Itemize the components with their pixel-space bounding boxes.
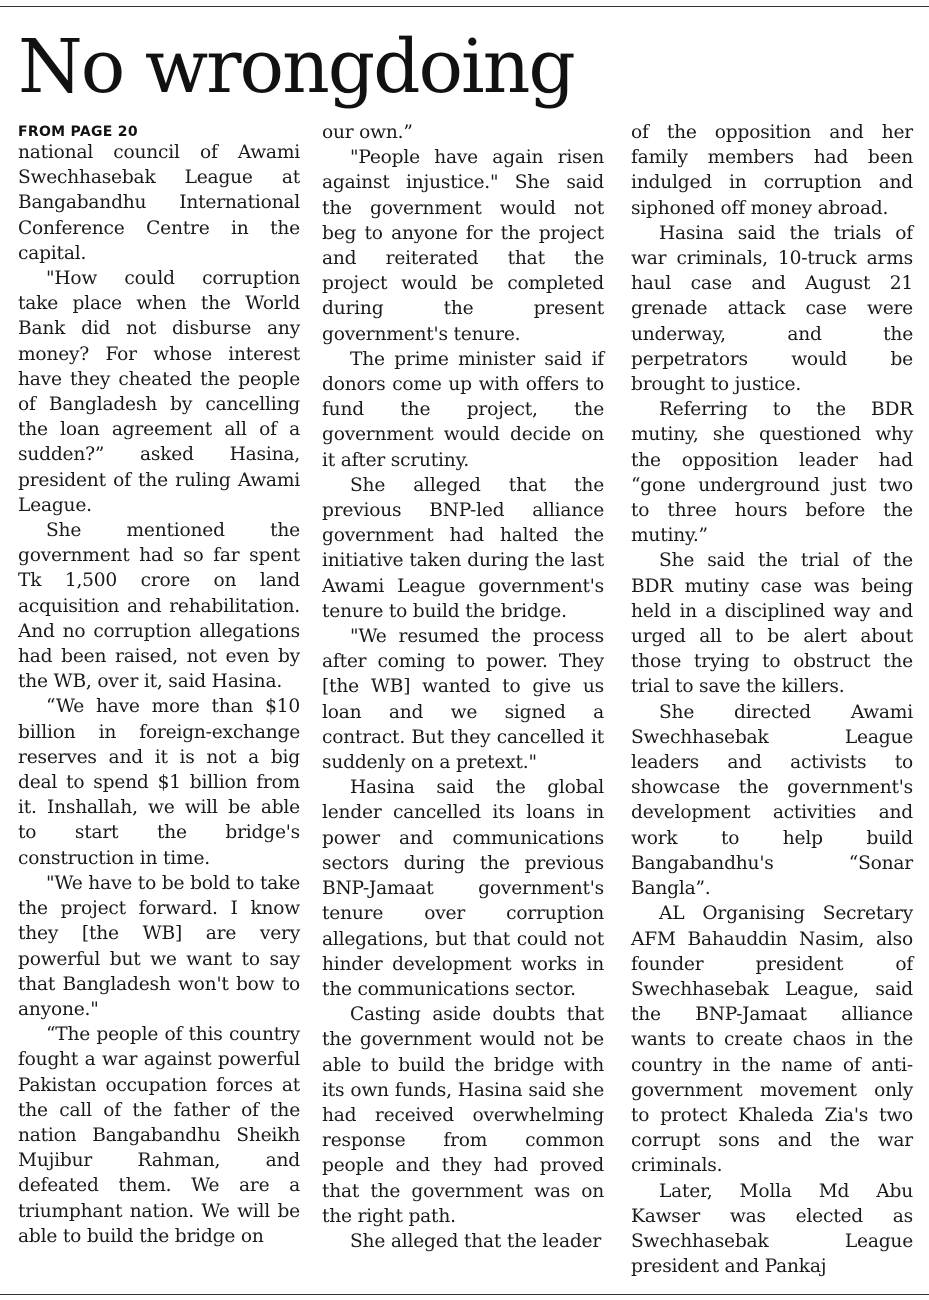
paragraph: our own.”: [322, 122, 413, 143]
paragraph: “The people of this country fought a war against powerful Pakistan occupation forces at the call of the father of the nation Bangabandhu Sheikh Mujibur Rahman, and defeated them. We are a triumphant nation. We will be able to build the bridge on: [18, 1024, 300, 1247]
paragraph: Hasina said the trials of war criminals, 10-truck arms haul case and August 21 grenade attack case were underway, and the perpetrators would be brought to justice.: [631, 222, 913, 396]
paragraph: “We have more than $10 billion in foreign-exchange reserves and it is not a big deal to spend $1 billion from it. Inshallah, we will be able to start the bridge's construction in time.: [18, 696, 300, 869]
paragraph: of the opposition and her family members had been indulged in corruption and siphoned off money abroad.: [631, 122, 913, 219]
paragraph: Later, Molla Md Abu Kawser was elected as Swechhasebak League president and Pankaj: [631, 1180, 913, 1278]
top-rule: [0, 6, 929, 7]
paragraph: Referring to the BDR mutiny, she questioned why the opposition leader had “gone underground just two to three hours before the mutiny.”: [631, 399, 913, 547]
paragraph: The prime minister said if donors come up with offers to fund the project, the government would decide on it after scrutiny.: [322, 348, 604, 471]
paragraph: Casting aside doubts that the government would not be able to build the bridge with its own funds, Hasina said she had received overwhelming response from common people and they had proved that the government was on the right path.: [322, 1004, 604, 1227]
paragraph: Hasina said the global lender cancelled its loans in power and communications sectors during the previous BNP-Jamaat government's tenure over corruption allegations, but that could not hinder development works in the communications sector.: [322, 777, 604, 1000]
paragraph: AL Organising Secretary AFM Bahauddin Nasim, also founder president of Swechhasebak League, said the BNP-Jamaat alliance wants to create chaos in the country in the name of anti-government movement only to protect Khaleda Zia's two corrupt sons and the war criminals.: [631, 903, 913, 1177]
article-column-2: [322, 120, 604, 1254]
paragraph: She directed Awami Swechhasebak League leaders and activists to showcase the government's development activities and work to help build Bangabandhu's “Sonar Bangla”.: [631, 701, 913, 900]
paragraph: She alleged that the previous BNP-led alliance government had halted the initiative taken during the last Awami League government's tenure to build the bridge.: [322, 474, 604, 622]
paragraph: She said the trial of the BDR mutiny case was being held in a disciplined way and urged all to be alert about those trying to obstruct the trial to save the killers.: [631, 550, 913, 698]
article-column-3: [631, 120, 913, 1279]
article-column-1: [18, 120, 300, 1249]
paragraph: She alleged that the leader: [350, 1230, 602, 1252]
headline: No wrongdoing: [18, 24, 574, 110]
paragraph: She mentioned the government had so far spent Tk 1,500 crore on land acquisition and rehabilitation. And no corruption allegations had been raised, not even by the WB, over it, said Hasina.: [18, 520, 300, 693]
paragraph: "How could corruption take place when the World Bank did not disburse any money? For whose interest have they cheated the people of Bangladesh by cancelling the loan agreement all of a sudden?” asked Hasina, president of the ruling Awami League.: [18, 268, 300, 516]
continued-from-label: FROM PAGE 20: [18, 124, 138, 140]
paragraph: "We resumed the process after coming to power. They [the WB] wanted to give us loan and we signed a contract. But they cancelled it suddenly on a pretext.": [322, 626, 604, 774]
paragraph: national council of Awami Swechhasebak League at Bangabandhu International Conference Centre in the capital.: [18, 142, 300, 264]
bottom-rule: [0, 1294, 929, 1295]
paragraph: "We have to be bold to take the project forward. I know they [the WB] are very powerful but we want to say that Bangladesh won't bow to anyone.": [18, 872, 300, 1020]
paragraph: "People have again risen against injustice." She said the government would not beg to anyone for the project and reiterated that the project would be completed during the present government's tenure.: [322, 147, 604, 345]
